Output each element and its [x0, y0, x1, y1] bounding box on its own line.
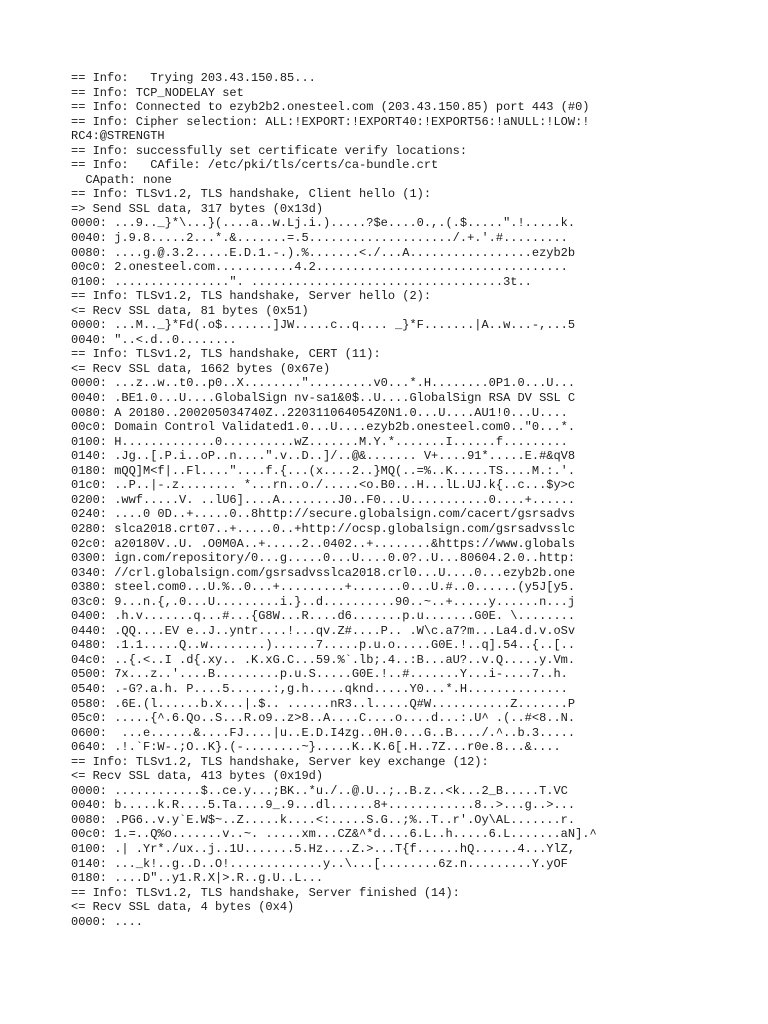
log-line: == Info: Cipher selection: ALL:!EXPORT:!EXPORT40:!EXPORT56:!aNULL:!LOW:! [71, 114, 590, 129]
log-line: 0040: "..<.d..0........ [71, 332, 237, 347]
log-line: 00c0: 2.onesteel.com...........4.2................................... [71, 260, 568, 275]
log-line: 0340: //crl.globalsign.com/gsrsadvsslca2018.crl0...U....0...ezyb2b.one [71, 565, 576, 580]
log-line: 0080: A 20180..200205034740Z..220311064054Z0N1.0...U....AU1!0...U.... [71, 405, 568, 420]
log-line: == Info: TLSv1.2, TLS handshake, Server finished (14): [71, 885, 460, 900]
log-line: 0200: .wwf.....V. ..lU6]....A........J0..F0...U...........0....+...... [71, 492, 576, 507]
log-line: <= Recv SSL data, 1662 bytes (0x67e) [71, 361, 331, 376]
log-line: 03c0: 9...n.{,.0...U.........i.}..d..........90..~..+.....y......n...j [71, 594, 576, 609]
log-line: 02c0: a20180V..U. .O0M0A..+.....2..0402..+........&https://www.globals [71, 536, 576, 551]
log-line: == Info: TLSv1.2, TLS handshake, Server hello (2): [71, 289, 432, 304]
log-line: 0400: .h.v.......q...#...{G8W...R....d6.......p.u.......G0E. \........ [71, 609, 576, 624]
log-line: <= Recv SSL data, 81 bytes (0x51) [71, 303, 309, 318]
log-line: == Info: Trying 203.43.150.85... [71, 71, 316, 85]
log-line: 0640: .!.`F:W-.;O..K}.(-........~}.....K..K.6[.H..7Z...r0e.8...&.... [71, 740, 561, 755]
log-line: 0080: ....g.@.3.2.....E.D.1.-.).%.......<./...A.................ezyb2b [71, 245, 576, 260]
log-line: 0580: .6E.(l......b.x...|.$.. ......nR3..l.....Q#W...........Z.......P [71, 696, 576, 711]
log-line: == Info: TCP_NODELAY set [71, 85, 244, 100]
log-line: <= Recv SSL data, 4 bytes (0x4) [71, 900, 295, 915]
log-line: 0280: slca2018.crt07..+.....0..+http://ocsp.globalsign.com/gsrsadvsslc [71, 521, 576, 536]
log-line: == Info: CAfile: /etc/pki/tls/certs/ca-bundle.crt [71, 158, 439, 173]
log-line: == Info: successfully set certificate verify locations: [71, 143, 468, 158]
log-line: <= Recv SSL data, 413 bytes (0x19d) [71, 769, 324, 784]
log-line: == Info: TLSv1.2, TLS handshake, Server key exchange (12): [71, 754, 489, 769]
log-line: 00c0: Domain Control Validated1.0...U....ezyb2b.onesteel.com0.."0...*. [71, 420, 576, 435]
log-line: 0180: ....D"..y1.R.X|>.R..g.U..L... [71, 871, 324, 886]
log-line: 0000: .... [71, 914, 144, 929]
log-line: => Send SSL data, 317 bytes (0x13d) [71, 201, 324, 216]
log-line: 0440: .QQ....EV e..J..yntr....!...qv.Z#....P.. .W\c.a7?m...La4.d.v.oSv [71, 623, 576, 638]
log-line: 0500: 7x...z..'....B.........p.u.S.....G0E.!..#.......Y...i-....7..h. [71, 667, 568, 682]
log-line: == Info: TLSv1.2, TLS handshake, Client hello (1): [71, 187, 432, 202]
log-line: == Info: Connected to ezyb2b2.onesteel.com (203.43.150.85) port 443 (#0) [71, 100, 590, 115]
log-line: 0040: .BE1.0...U....GlobalSign nv-sa1&0$..U....GlobalSign RSA DV SSL C [71, 391, 576, 406]
log-line: RC4:@STRENGTH [71, 129, 165, 144]
log-line: 0180: mQQ]M<f|..Fl...."....f.{...(x....2..}MQ(..=%..K.....TS....M.:.'. [71, 463, 576, 478]
log-line: 0240: ....0 0D..+.....0..8http://secure.globalsign.com/cacert/gsrsadvs [71, 507, 576, 522]
log-line: 0100: .| .Yr*./ux..j..1U.......5.Hz....Z.>...T{f......hQ......4...YlZ, [71, 841, 576, 856]
log-line: 0100: ................". ...................................3t.. [71, 274, 532, 289]
log-line: 0140: .Jg..[.P.i..oP..n....".v..D..]/..@&....... V+....91*.....E.#&qV8 [71, 449, 576, 464]
log-line: 0300: ign.com/repository/0...g.....0...U....0.0?..U...80604.2.0..http: [71, 551, 576, 566]
log-line: 0140: ..._k!..g..D..O!.............y..\...[........6z.n.........Y.yOF [71, 856, 568, 871]
log-output [71, 71, 761, 929]
log-line: 0040: j.9.8.....2...*.&.......=.5..................../.+.'.#......... [71, 231, 568, 246]
log-line: 0380: steel.com0...U.%..0...+.........+.......0...U.#..0......(y5J[y5. [71, 580, 576, 595]
log-line: CApath: none [71, 172, 172, 187]
log-line: 04c0: ..{.<..I .d{.xy.. .K.xG.C...59.%`.lb;.4..:B...aU?..v.Q.....y.Vm. [71, 652, 576, 667]
log-line: 05c0: .....{^.6.Qo..S...R.o9..z>8..A....C....o....d...:.U^ .(..#<8..N. [71, 711, 576, 726]
log-line: 0000: ...M.._}*Fd(.o$.......]JW.....c..q.... _}*F.......|A..w...-,...5 [71, 318, 576, 333]
log-line: 0600: ...e......&....FJ....|u..E.D.I4zg..0H.0...G..B..../.^..b.3..... [71, 725, 576, 740]
log-line: 0000: ...9.._}*\...}(....a..w.Lj.i.).....?$e....0.,.(.$.....".!.....k. [71, 216, 576, 231]
log-line: 0000: ...z..w..t0..p0..X........".........v0...*.H........0P1.0...U... [71, 376, 576, 391]
log-line: 0100: H.............0..........wZ.......M.Y.*.......I......f......... [71, 434, 568, 449]
log-line: 01c0: ..P..|-.z........ *...rn..o./.....<o.B0...H...lL.UJ.k{..c...$y>c [71, 478, 576, 493]
log-line: == Info: TLSv1.2, TLS handshake, CERT (11): [71, 347, 381, 362]
log-line: 0080: .PG6..v.y`E.W$~..Z.....k....<:.....S.G..;%..T..r'.Oy\AL.......r. [71, 812, 576, 827]
log-line: 00c0: 1.=..Q%o.......v..~. .....xm...CZ&^*d....6.L..h.....6.L.......aN].^ [71, 827, 597, 842]
log-line: 0040: b.....k.R....5.Ta....9_.9...dl......8+............8..>...g..>... [71, 798, 576, 813]
log-line: 0540: .-G?.a.h. P....5......:,g.h.....qknd.....Y0...*.H.............. [71, 681, 568, 696]
log-line: 0000: ............$..ce.y...;BK..*u./..@.U..;..B.z..<k...2_B.....T.VC [71, 783, 568, 798]
log-line: 0480: .1.1.....Q..w........)......7.....p.u.o.....G0E.!..q].54..{..[.. [71, 638, 576, 653]
